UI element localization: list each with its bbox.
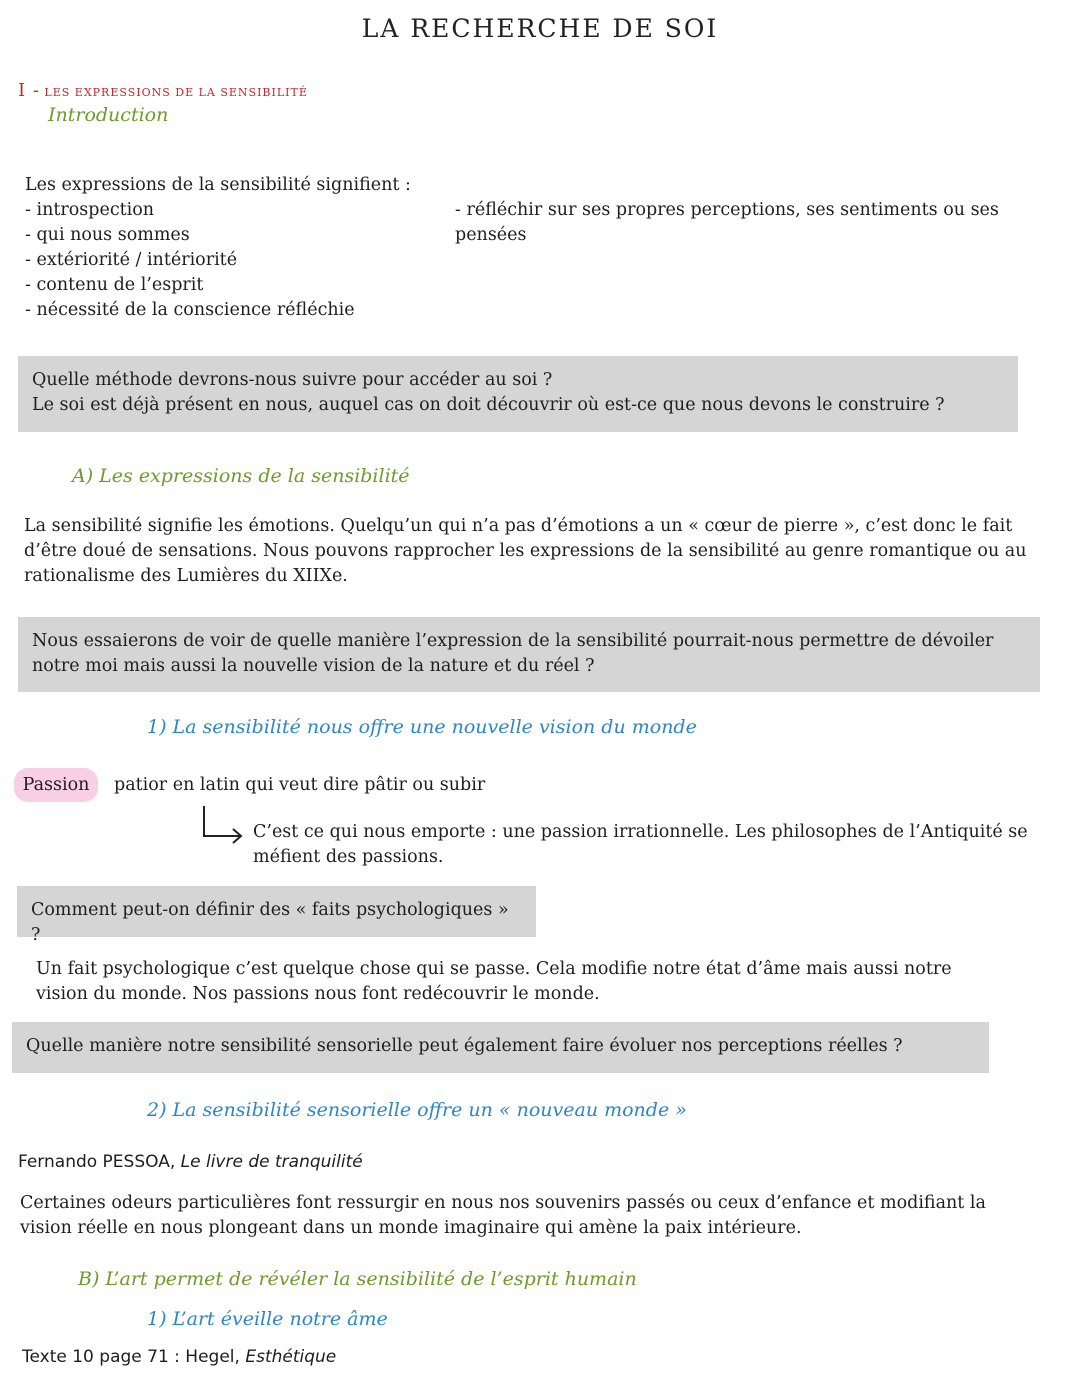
text-reference-label: Texte 10 page 71 : Hegel, (22, 1347, 246, 1367)
passion-definition: patior en latin qui veut dire pâtir ou subir (114, 775, 486, 795)
paragraph-odours: Certaines odeurs particulières font ressurgir en nous nos souvenirs passés ou ceux d’enfance et modifiant la vision réelle en nous plongeant dans un monde imaginaire qui amène la paix intérieure. (20, 1193, 986, 1238)
question-box-sensory: Quelle manière notre sensibilité sensorielle peut également faire évoluer nos perceptions réelles ? (12, 1022, 989, 1073)
passion-highlight-label: Passion (14, 768, 98, 802)
section-a-heading: A) Les expressions de la sensibilité (72, 465, 410, 487)
author-name: Fernando PESSOA, (18, 1152, 181, 1172)
list-item: - extériorité / intériorité (25, 250, 238, 270)
text-reference (22, 1347, 336, 1367)
list-item: - qui nous sommes (25, 225, 190, 245)
part-label: LES EXPRESSIONS DE LA SENSIBILITÉ (44, 86, 308, 99)
question-line: Le soi est déjà présent en nous, auquel cas on doit découvrir où est-ce que nous devons le construire ? (32, 395, 945, 415)
question-box-problem: Nous essaierons de voir de quelle manière l’expression de la sensibilité pourrait-nous permettre de dévoiler notre moi mais aussi la nouvelle vision de la nature et du réel ? (18, 617, 1040, 692)
list-item: - contenu de l’esprit (25, 275, 204, 295)
arrow-right-icon (200, 806, 248, 848)
question-box-facts: Comment peut-on définir des « faits psychologiques » ? (17, 886, 536, 937)
introduction-heading: Introduction (48, 104, 169, 126)
subsection-2-heading: 2) La sensibilité sensorielle offre un « nouveau monde » (147, 1099, 687, 1121)
list-item: - nécessité de la conscience réfléchie (25, 300, 355, 320)
author-work: Le livre de tranquilité (180, 1152, 363, 1172)
part-number: I - (18, 80, 40, 101)
expressions-list (25, 173, 411, 323)
section-b-heading: B) L’art permet de révéler la sensibilité de l’esprit humain (78, 1268, 637, 1290)
subsection-1-heading: 1) La sensibilité nous offre une nouvelle vision du monde (147, 716, 697, 738)
paragraph-psychological-fact: Un fait psychologique c’est quelque chose qui se passe. Cela modifie notre état d’âme mais aussi notre vision du monde. Nos passions nous font redécouvrir le monde. (36, 959, 952, 1004)
text-reference-work: Esthétique (245, 1347, 337, 1367)
question-box-method (18, 356, 1018, 432)
list-item: - introspection (25, 200, 155, 220)
part-heading (18, 80, 308, 101)
expressions-intro: Les expressions de la sensibilité signifient : (25, 175, 411, 195)
question-line: Quelle méthode devrons-nous suivre pour accéder au soi ? (32, 370, 553, 390)
right-note: - réfléchir sur ses propres perceptions, ses sentiments ou ses pensées (455, 200, 999, 245)
paragraph-sensibility: La sensibilité signifie les émotions. Quelqu’un qui n’a pas d’émotions a un « cœur de pierre », c’est donc le fait d’être doué de sensations. Nous pouvons rapprocher les expressions de la sensibilité au genre romantique ou au rationalisme des Lumières du XIIXe. (24, 516, 1027, 586)
subsection-3-heading: 1) L’art éveille notre âme (147, 1308, 388, 1330)
passion-detail: C’est ce qui nous emporte : une passion irrationnelle. Les philosophes de l’Antiquité se méfient des passions. (253, 822, 1028, 867)
author-reference (18, 1152, 363, 1172)
page-title: LA RECHERCHE DE SOI (361, 14, 719, 43)
